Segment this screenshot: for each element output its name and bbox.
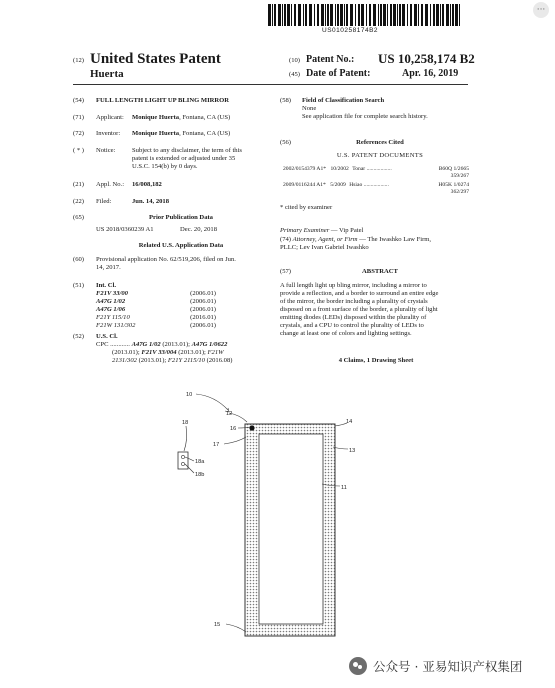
inventor-code: (72) — [73, 130, 84, 137]
filed-code: (22) — [73, 198, 84, 205]
mirror-glass — [259, 434, 323, 624]
refs-code: (56) — [280, 139, 291, 146]
appl-label: Appl. No.: — [96, 181, 125, 188]
ref-date: 5/2009 — [330, 182, 346, 188]
intcl-version: (2006.01) — [190, 290, 216, 297]
cpc-class: A47G 1/0622 — [191, 341, 228, 348]
numeral: 10 — [186, 392, 193, 398]
patent-no-label: Patent No.: — [306, 54, 355, 65]
cpc-class: A47G 1/02 — [131, 341, 161, 348]
field-code: (58) — [280, 97, 291, 104]
numeral: 16 — [230, 426, 237, 432]
cpc-version: (2013.01); — [112, 349, 140, 356]
numeral: 13 — [349, 448, 356, 454]
cpc-label: CPC ............ — [96, 341, 130, 348]
cpc-version: (2013.01); — [138, 357, 167, 364]
ref-date: 10/2002 — [330, 166, 349, 172]
ref-class-secondary: 359/267 — [450, 173, 469, 179]
intcl-class: F21W 131/302 — [96, 322, 136, 329]
applicant-location: , Fontana, CA (US) — [179, 114, 231, 121]
invention-title: FULL LENGTH LIGHT UP BLING MIRROR — [96, 97, 230, 104]
notice-line: U.S.C. 154(b) by 0 days. — [132, 163, 198, 170]
abstract-title: ABSTRACT — [362, 268, 398, 275]
intcl-version: (2006.01) — [190, 306, 216, 313]
intcl-class: F21V 33/00 — [96, 290, 128, 297]
intcl-version: (2016.01) — [190, 314, 216, 321]
abstract-line: of the mirror, the border including a plurality of crystals — [280, 298, 428, 305]
prior-code: (65) — [73, 214, 84, 221]
uscl-label: U.S. Cl. — [96, 333, 118, 340]
cpc-version: (2013.01); — [178, 349, 206, 356]
ref-number: 2009/0116244 A1* — [283, 182, 326, 188]
leader-line — [184, 426, 187, 451]
attorney-label: Attorney, Agent, or Firm — [292, 236, 358, 243]
ref-class-secondary: 362/297 — [450, 189, 469, 195]
abstract-line: change at least one of colors and lighting settings. — [280, 330, 412, 337]
cpc-class: F21W — [207, 349, 224, 356]
doc-kind-code: (12) — [73, 57, 84, 64]
control-unit — [178, 452, 188, 469]
intcl-code: (51) — [73, 282, 84, 289]
applicant-code: (71) — [73, 114, 84, 121]
ref-name: Tonar — [352, 166, 366, 172]
more-icon[interactable]: ··· — [533, 2, 549, 18]
title-code: (54) — [73, 97, 84, 104]
numeral: 14 — [346, 419, 353, 425]
prior-pub-title: Prior Publication Data — [149, 214, 213, 221]
attorney-firm: — The Iwashko Law Firm, — [357, 236, 432, 243]
leader-line — [196, 394, 228, 410]
numeral: 18 — [182, 420, 189, 426]
patent-date: Apr. 16, 2019 — [402, 68, 459, 79]
ref-number: 2002/0154379 A1* — [283, 166, 327, 172]
numeral: 17 — [213, 442, 220, 448]
inventor-label: Inventor: — [96, 130, 121, 137]
ref-dots: .................. — [363, 182, 389, 188]
field-see: See application file for complete search history. — [302, 113, 428, 120]
appl-number: 16/008,182 — [132, 181, 162, 188]
appl-code: (21) — [73, 181, 84, 188]
numeral: 18b — [195, 472, 205, 478]
prior-pub-number: US 2018/0360239 A1 — [96, 226, 154, 233]
provisional-line: 14, 2017. — [96, 264, 121, 271]
field-title: Field of Classification Search — [302, 97, 385, 104]
us-docs-title: U.S. PATENT DOCUMENTS — [336, 152, 424, 159]
barcode-number: US010258174B2 — [322, 27, 379, 34]
patent-number: US 10,258,174 B2 — [378, 51, 475, 66]
date-label: Date of Patent: — [306, 68, 371, 79]
cpc-class: 2131/302 — [112, 357, 137, 364]
ref-class: B60Q 1/2665 — [438, 166, 469, 172]
abstract-line: A full length light up bling mirror, including a mirror to — [280, 282, 427, 289]
uscl-code: (52) — [73, 333, 84, 340]
patent-no-code: (10) — [289, 57, 300, 64]
inventor-name: Monique Huerta — [132, 130, 180, 137]
filed-label: Filed: — [96, 198, 112, 205]
intcl-class: A47G 1/02 — [96, 298, 126, 305]
inventor-surname: Huerta — [90, 68, 124, 80]
intcl-class: A47G 1/06 — [96, 306, 126, 313]
ref-dots: .................. — [366, 166, 392, 172]
abstract-line: emitting diodes (LEDs) disposed within the plurality of — [280, 314, 427, 321]
prov-code: (60) — [73, 256, 84, 263]
examiner-label: Primary Examiner — [280, 227, 330, 234]
abstract-line: crystals, and a CPU to control the plurality of LEDs to — [280, 322, 424, 329]
ref-class: H05K 1/0274 — [438, 182, 469, 188]
provisional-line: Provisional application No. 62/519,206, filed on Jun. — [96, 256, 236, 263]
notice-line: patent is extended or adjusted under 35 — [132, 155, 236, 162]
abstract-line: disposed on a front surface of the border, a plurality of light — [280, 306, 438, 313]
wechat-watermark — [349, 655, 549, 677]
date-code: (45) — [289, 71, 300, 78]
prior-pub-date: Dec. 20, 2018 — [180, 226, 217, 233]
claims-summary: 4 Claims, 1 Drawing Sheet — [338, 357, 414, 364]
abstract-line: provide a reflection, and a border to surround an entire edge — [280, 290, 439, 297]
applicant-label: Applicant: — [96, 114, 124, 121]
numeral: 11 — [341, 485, 347, 491]
related-data-title: Related U.S. Application Data — [138, 242, 224, 249]
inventor-location: , Fontana, CA (US) — [179, 130, 231, 137]
wechat-logo-icon — [349, 657, 367, 675]
leader-line — [226, 624, 246, 632]
intcl-class: F21Y 115/10 — [96, 314, 130, 321]
numeral: 15 — [214, 622, 221, 628]
refs-title: References Cited — [356, 139, 404, 146]
intcl-version: (2006.01) — [190, 298, 216, 305]
notice-label: Notice: — [96, 147, 116, 154]
cpc-class: F21Y 2115/10 — [167, 357, 205, 364]
notice-code: ( * ) — [73, 147, 84, 154]
cpc-version: (2013.01); — [162, 341, 190, 348]
intcl-label: Int. Cl. — [96, 282, 116, 289]
field-none: None — [302, 105, 317, 112]
numeral: 12 — [226, 411, 233, 417]
cpc-class: F21V 33/004 — [141, 349, 177, 356]
patent-title-header: United States Patent — [90, 51, 221, 67]
attorney-code: (74) — [280, 236, 291, 243]
intcl-version: (2006.01) — [190, 322, 216, 329]
applicant-name: Monique Huerta — [132, 114, 180, 121]
cpc-version: (2016.08) — [206, 357, 233, 364]
leader-line — [224, 437, 246, 444]
notice-line: Subject to any disclaimer, the term of this — [132, 147, 242, 154]
numeral: 18a — [195, 459, 205, 465]
attorney-names: PLLC; Lev Ivan Gabriel Iwashko — [280, 244, 369, 251]
filed-date: Jun. 14, 2018 — [132, 198, 170, 205]
watermark-text: 公众号 · 亚易知识产权集团 — [373, 659, 523, 674]
cpu-dot — [249, 425, 254, 430]
cited-by-examiner: * cited by examiner — [280, 204, 333, 211]
ref-name: Hsiao — [349, 182, 363, 188]
examiner-name: — Vip Patel — [329, 227, 364, 234]
abstract-code: (57) — [280, 268, 291, 275]
